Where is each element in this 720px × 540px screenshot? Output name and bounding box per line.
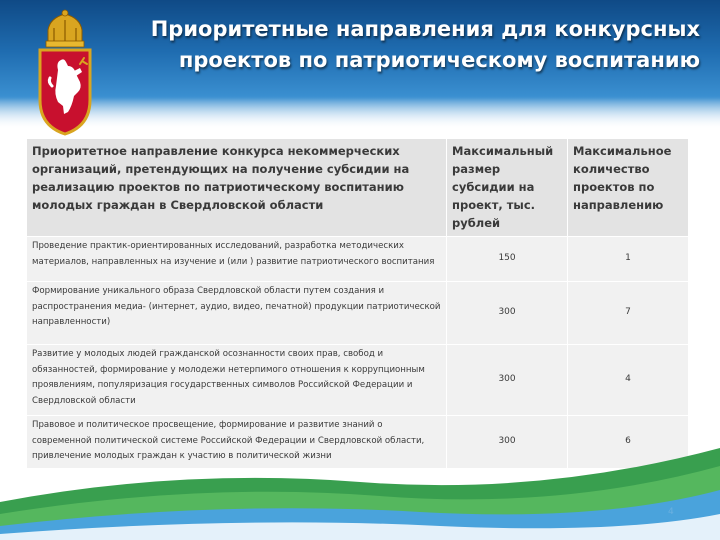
title-line-1: Приоритетные направления для конкурсных	[150, 17, 700, 41]
row-max-subsidy: 300	[447, 282, 567, 344]
row-direction: Проведение практик-ориентированных исследований, разработка методических материалов, направленных на изучение и (или ) развитие патриотического воспитания	[27, 237, 446, 281]
row-max-subsidy: 300	[447, 416, 567, 468]
page-title	[120, 14, 700, 76]
header-max-subsidy: Максимальный размер субсидии на проект, тыс. рублей	[447, 139, 567, 236]
page-number: 4	[668, 507, 674, 517]
row-max-subsidy: 300	[447, 345, 567, 415]
table-header-row	[27, 139, 688, 236]
row-max-projects: 6	[568, 416, 688, 468]
header-max-projects: Максимальное количество проектов по направлению	[568, 139, 688, 236]
row-direction: Правовое и политическое просвещение, формирование и развитие знаний о современной политической системе Российской Федерации и Свердловской области, привлечение молодых граждан к участию в политической жизни	[27, 416, 446, 468]
row-max-subsidy: 150	[447, 237, 567, 281]
row-direction: Развитие у молодых людей гражданской осознанности своих прав, свобод и обязанностей, формирование у молодежи нетерпимого отношения к коррупционным проявлениям, популяризация государственных символов Российской Федерации и Свердловской области	[27, 345, 446, 415]
table-row	[27, 282, 688, 344]
row-direction: Формирование уникального образа Свердловской области путем создания и распространения медиа- (интернет, аудио, видео, печатной) продукции патриотической направленности)	[27, 282, 446, 344]
coat-of-arms-icon	[28, 8, 102, 138]
title-line-2: проектов по патриотическому воспитанию	[178, 48, 700, 72]
footer-wave-decoration	[0, 430, 720, 540]
row-max-projects: 1	[568, 237, 688, 281]
table-row	[27, 345, 688, 415]
priority-directions-table	[26, 138, 689, 469]
row-max-projects: 7	[568, 282, 688, 344]
row-max-projects: 4	[568, 345, 688, 415]
crown-icon	[46, 10, 84, 47]
header-direction: Приоритетное направление конкурса некоммерческих организаций, претендующих на получение субсидии на реализацию проектов по патриотическому воспитанию молодых граждан в Свердловской области	[27, 139, 446, 236]
table-row	[27, 237, 688, 281]
